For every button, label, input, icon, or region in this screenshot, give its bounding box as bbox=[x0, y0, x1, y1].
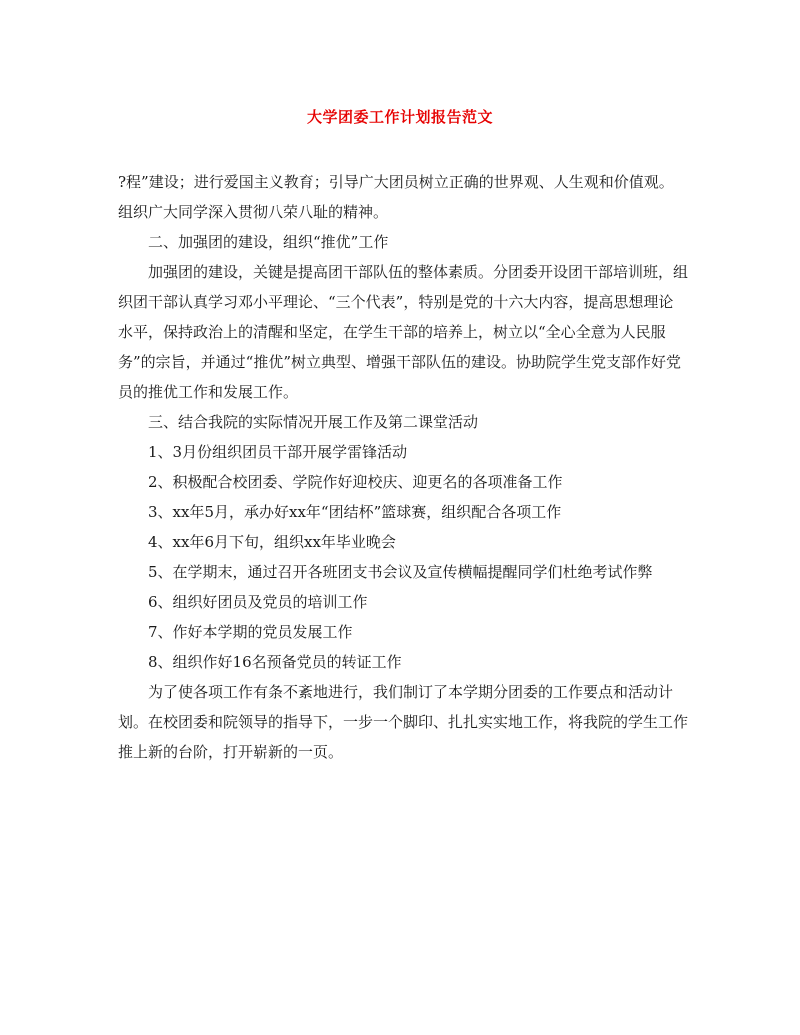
list-item: 3、xx年5月，承办好xx年“团结杯”篮球赛，组织配合各项工作 bbox=[148, 503, 562, 521]
list-item: 5、在学期末，通过召开各班团支书会议及宣传横幅提醒同学们杜绝考试作弊 bbox=[148, 563, 653, 581]
paragraph: ?程”建设；进行爱国主义教育；引导广大团员树立正确的世界观、人生观和价值观。组织广大同学深入贯彻八荣八耻的精神。 bbox=[118, 173, 674, 221]
document-body bbox=[118, 167, 688, 767]
list-item: 8、组织作好16名预备党员的转证工作 bbox=[148, 653, 402, 671]
list-item: 6、组织好团员及党员的培训工作 bbox=[148, 593, 368, 611]
document-title: 大学团委工作计划报告范文 bbox=[306, 108, 493, 126]
paragraph: 加强团的建设，关键是提高团干部队伍的整体素质。分团委开设团干部培训班，组织团干部认真学习邓小平理论、“三个代表”，特别是党的十六大内容，提高思想理论水平，保持政治上的清醒和坚定，在学生干部的培养上，树立以“全心全意为人民服务”的宗旨，并通过“推优”树立典型、增强干部队伍的建设。协助院学生党支部作好党员的推优工作和发展工作。 bbox=[118, 263, 689, 401]
list-item: 1、3月份组织团员干部开展学雷锋活动 bbox=[148, 443, 408, 461]
list-item: 2、积极配合校团委、学院作好迎校庆、迎更名的各项准备工作 bbox=[148, 473, 563, 491]
section-heading: 三、结合我院的实际情况开展工作及第二课堂活动 bbox=[148, 413, 479, 431]
paragraph: 为了使各项工作有条不紊地进行，我们制订了本学期分团委的工作要点和活动计划。在校团委和院领导的指导下，一步一个脚印、扎扎实实地工作，将我院的学生工作推上新的台阶，打开崭新的一页。 bbox=[118, 683, 689, 761]
section-heading: 二、加强团的建设，组织“推优”工作 bbox=[148, 233, 389, 251]
list-item: 4、xx年6月下旬，组织xx年毕业晚会 bbox=[148, 533, 396, 551]
list-item: 7、作好本学期的党员发展工作 bbox=[148, 623, 353, 641]
